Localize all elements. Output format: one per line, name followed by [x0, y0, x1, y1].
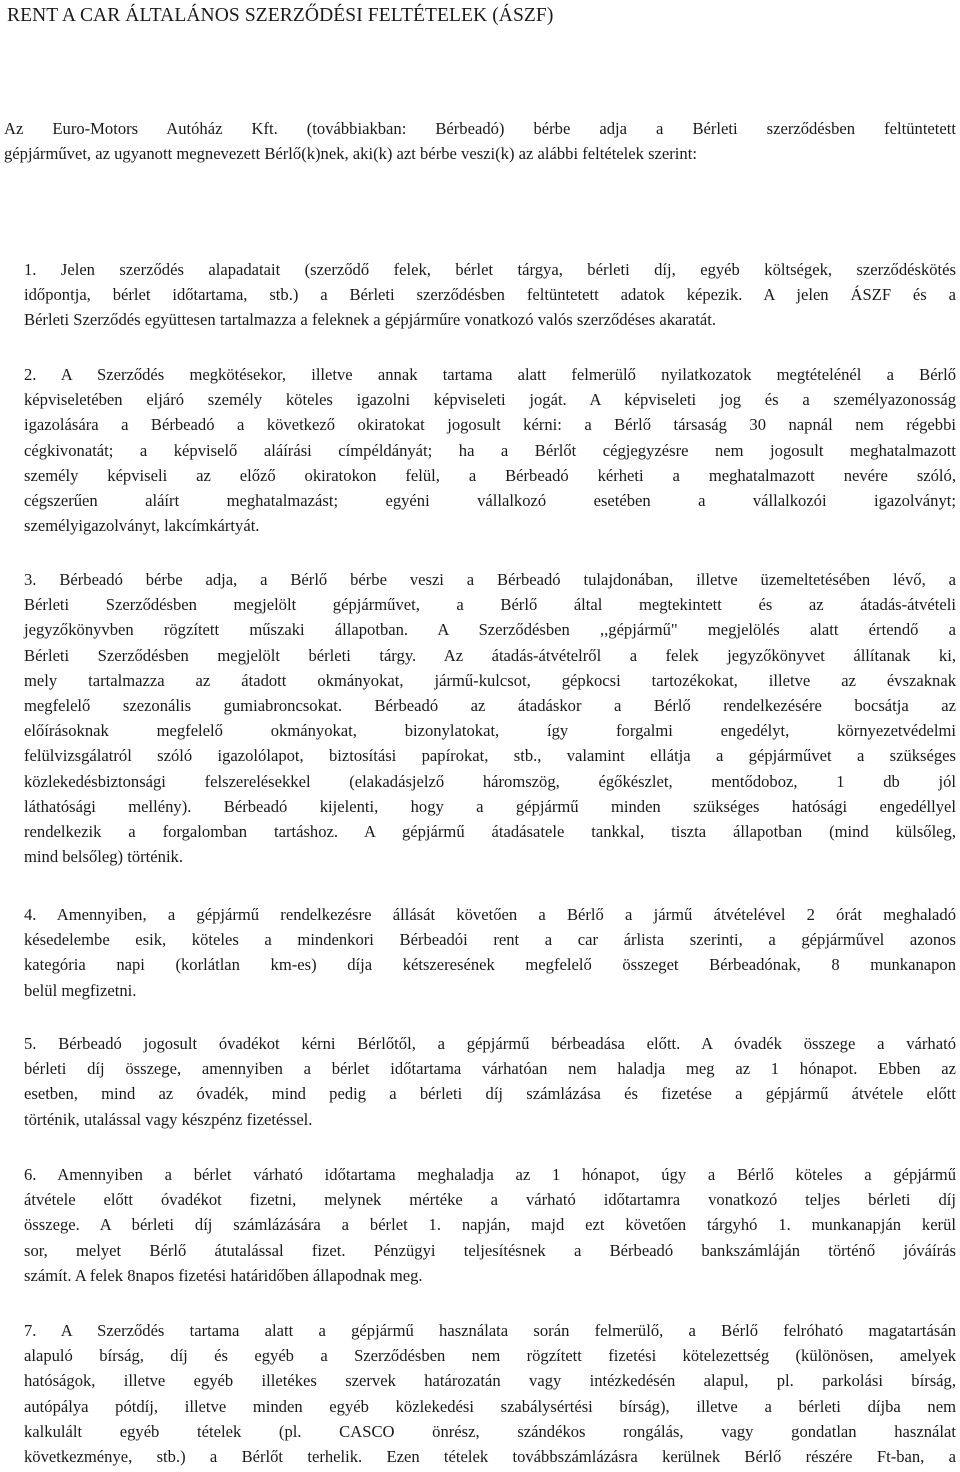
text-line: időpontja, bérlet időtartama, stb.) a Bérleti szerződésben feltüntetett adatok képezik. A jelen ÁSZF és a	[24, 285, 956, 305]
text-line: Bérleti Szerződésben megjelölt bérleti tárgy. Az átadás-átvételről a felek jegyzőkönyvet állítanak ki,	[24, 645, 956, 665]
text-line: jegyzőkönyvben rögzített műszaki állapotban. A Szerződésben ,,gépjármű" megjelölés alatt értendő a	[24, 620, 956, 640]
text-line: 3. Bérbeadó bérbe adja, a Bérlő bérbe veszi a Bérbeadó tulajdonában, illetve üzemeltetésében lévő, a	[24, 570, 956, 589]
text-line: gépjárművet, az ugyanott megnevezett Bérlő(k)nek, aki(k) azt bérbe veszi(k) az alábbi feltételek szerint:	[4, 144, 697, 164]
text-line: képviseletében eljáró személy köteles igazolni képviseleti jogát. A képviseleti jog és a személyazonosság	[24, 390, 956, 410]
text-line: 5. Bérbeadó jogosult óvadékot kérni Bérlőtől, a gépjármű bérbeadása előtt. A óvadék összege a várható	[24, 1034, 956, 1053]
text-line: alapuló bírság, díj és egyéb a Szerződésben nem rögzített fizetési kötelezettség (különösen, amelyek	[24, 1346, 956, 1366]
text-line: mely tartalmazza az átadott okmányokat, jármű-kulcsot, gépkocsi tartozékokat, illetve az évszaknak	[24, 670, 956, 690]
section-2	[24, 362, 956, 538]
text-line: személy képviseli az előző okiratokon felül, a Bérbeadó kérheti a meghatalmazott nevére szóló,	[24, 465, 956, 485]
text-line: mind belsőleg) történik.	[24, 847, 183, 867]
text-line: kalkulált egyéb tételek (pl. CASCO önrész, szándékos rongálás, vagy gondatlan használat	[24, 1421, 956, 1441]
section-6	[24, 1162, 956, 1288]
text-line: 7. A Szerződés tartama alatt a gépjármű használata során felmerülő, a Bérlő felróható magatartásán	[24, 1321, 956, 1340]
section-5	[24, 1031, 956, 1132]
text-line: késedelembe esik, köteles a mindenkori Bérbeadói rent a car árlista szerinti, a gépjárművel azonos	[24, 930, 956, 950]
text-line: felülvizsgálatról szóló igazolólapot, biztosítási papírokat, stb., valamint ellátja a gépjárművet a szükséges	[24, 746, 956, 766]
text-line: autópálya pótdíj, illetve minden egyéb közlekedési szabálysértési bírság), illetve a bérleti díjba nem	[24, 1396, 956, 1416]
text-line: összege. A bérleti díj számlázására a bérlet 1. napján, majd ezt követően tárgyhó 1. munkanapján kerül	[24, 1215, 956, 1235]
text-line: Bérleti Szerződés együttesen tartalmazza a feleknek a gépjárműre vonatkozó valós szerződéses akaratát.	[24, 310, 716, 330]
text-line: átvétele előtt óvadékot fizetni, melynek mértéke a várható időtartamra vonatkozó teljes bérleti díj	[24, 1190, 956, 1210]
text-line: megfelelő szezonális gumiabroncsokat. Bérbeadó az átadáskor a Bérlő rendelkezésére bocsátja az	[24, 696, 956, 716]
text-line: közlekedésbiztonsági felszerelésekkel (elakadásjelző háromszög, égőkészlet, mentődoboz, 1 db jól	[24, 771, 956, 791]
text-line: rendelkezik a forgalomban tartáshoz. A gépjármű átadásatele tankkal, tiszta állapotban (mind külsőleg,	[24, 822, 956, 842]
text-line: 6. Amennyiben a bérlet várható időtartama meghaladja az 1 hónapot, úgy a Bérlő köteles a gépjármű	[24, 1165, 956, 1184]
text-line: sor, melyet Bérlő átutalással fizet. Pénzügyi teljesítésnek a Bérbeadó bankszámláján történő jóváírás	[24, 1240, 956, 1260]
text-line: hatóságok, illetve egyéb illetékes szervek határozatán vagy intézkedésén alapul, pl. parkolási bírság,	[24, 1371, 956, 1391]
intro-paragraph	[4, 116, 956, 166]
text-line: történik, utalással vagy készpénz fizetéssel.	[24, 1109, 313, 1129]
text-line: 2. A Szerződés megkötésekor, illetve annak tartama alatt felmerülő nyilatkozatok megtételénél a Bérlő	[24, 365, 956, 384]
text-line: Bérleti Szerződésben megjelölt gépjárművet, a Bérlő által megtekintett és az átadás-átvételi	[24, 595, 956, 615]
text-line: igazolására a Bérbeadó a következő okiratokat jogosult kérni: a Bérlő társaság 30 napnál nem régebbi	[24, 415, 956, 435]
text-line: személyigazolványt, lakcímkártyát.	[24, 516, 260, 536]
text-line: 4. Amennyiben, a gépjármű rendelkezésre állását követően a Bérlő a jármű átvételével 2 órát meghaladó	[24, 905, 956, 924]
text-line: számít. A felek 8napos fizetési határidőben állapodnak meg.	[24, 1265, 423, 1285]
text-line: cégszerűen aláírt meghatalmazást; egyéni vállalkozó esetében a vállalkozói igazolványt;	[24, 491, 956, 511]
text-line: belül megfizetni.	[24, 980, 137, 1000]
section-4	[24, 902, 956, 1003]
text-line: 1. Jelen szerződés alapadatait (szerződő felek, bérlet tárgya, bérleti díj, egyéb költségek, szerződéskötés	[24, 260, 956, 279]
section-3	[24, 567, 956, 869]
section-1	[24, 257, 956, 333]
text-line: következménye, stb.) a Bérlőt terhelik. Ezen tételek továbbszámlázásra kerülnek Bérlő részére Ft-ban, a	[24, 1447, 956, 1467]
text-line: előírásoknak megfelelő okmányokat, bizonylatokat, így forgalmi engedélyt, környezetvédelmi	[24, 721, 956, 741]
text-line: kategória napi (korlátlan km-es) díja kétszeresének megfelelő összeget Bérbeadónak, 8 munkanapon	[24, 955, 956, 975]
text-line: cégkivonatát; a képviselő aláírási címpéldányát; ha a Bérlőt cégjegyzésre nem jogosult meghatalmazott	[24, 440, 956, 460]
text-line: láthatósági mellény). Bérbeadó kijelenti, hogy a gépjármű minden szükséges hatósági engedéllyel	[24, 796, 956, 816]
text-line: Az Euro-Motors Autóház Kft. (továbbiakban: Bérbeadó) bérbe adja a Bérleti szerződésben feltüntetett	[4, 119, 956, 138]
text-line: bérleti díj összege, amennyiben a bérlet időtartama várhatóan nem haladja meg az 1 hónapot. Ebben az	[24, 1059, 956, 1079]
document-title: RENT A CAR ÁLTALÁNOS SZERZŐDÉSI FELTÉTELEK (ÁSZF)	[7, 5, 554, 26]
section-7	[24, 1318, 956, 1469]
text-line: esetben, mind az óvadék, mind pedig a bérleti díj számlázása és fizetése a gépjármű átvétele előtt	[24, 1084, 956, 1104]
